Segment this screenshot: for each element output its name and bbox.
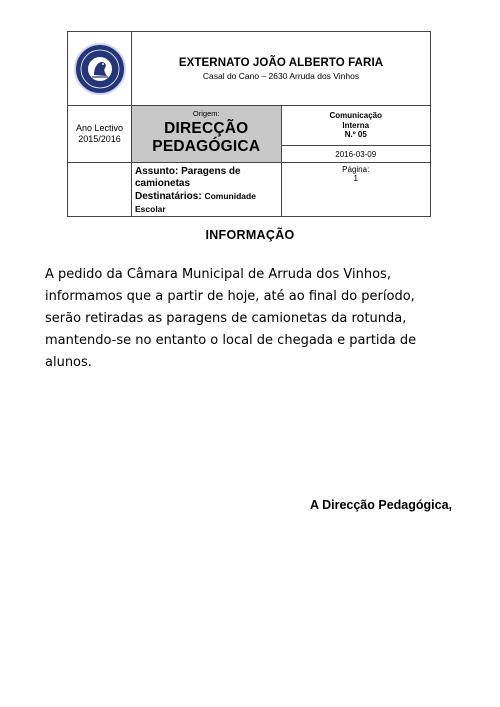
logo-cell bbox=[68, 32, 132, 106]
subject-cell bbox=[132, 163, 282, 217]
body-line: A pedido da Câmara Municipal de Arruda dos Vinhos, bbox=[45, 267, 391, 282]
page-number: 1 bbox=[353, 174, 358, 183]
communication-number: N.º 05 bbox=[344, 130, 367, 140]
subject-label: Assunto: bbox=[135, 166, 179, 177]
school-year-value: 2015/2016 bbox=[78, 134, 121, 144]
body-line: serão retiradas as paragens de camionetas da rotunda, bbox=[45, 311, 407, 326]
page-cell bbox=[281, 163, 431, 217]
body-line: alunos. bbox=[45, 355, 92, 370]
body-line: informamos que a partir de hoje, até ao final do período, bbox=[45, 289, 415, 304]
document-body bbox=[45, 264, 465, 374]
recipients-label: Destinatários: bbox=[135, 191, 202, 202]
school-year-cell bbox=[68, 106, 132, 163]
document-title: INFORMAÇÃO bbox=[205, 228, 295, 242]
communication-type: Comunicação bbox=[329, 111, 382, 121]
date-cell bbox=[281, 146, 431, 163]
origin-label: Origem: bbox=[192, 109, 220, 118]
school-info-cell bbox=[132, 32, 431, 106]
page-label: Página: bbox=[342, 165, 370, 174]
department-name: DIRECÇÃO PEDAGÓGICA bbox=[152, 120, 261, 155]
school-name: EXTERNATO JOÃO ALBERTO FARIA bbox=[178, 56, 384, 69]
document-header bbox=[67, 31, 431, 217]
department-cell bbox=[132, 106, 282, 163]
signature: A Direcção Pedagógica, bbox=[310, 498, 452, 512]
school-year-label: Ano Lectivo bbox=[75, 123, 124, 133]
empty-cell bbox=[68, 163, 132, 217]
subject-value: Paragens de camionetas bbox=[135, 166, 241, 189]
communication-scope: Interna bbox=[342, 120, 370, 130]
document-date: 2016-03-09 bbox=[335, 149, 377, 159]
school-address: Casal do Cano – 2630 Arruda dos Vinhos bbox=[202, 70, 360, 81]
body-line: mantendo-se no entanto o local de chegada e partida de bbox=[45, 333, 417, 348]
recipients-value: Comunidade Escolar bbox=[135, 191, 256, 214]
school-seal-icon bbox=[74, 43, 126, 95]
communication-cell bbox=[281, 106, 431, 146]
